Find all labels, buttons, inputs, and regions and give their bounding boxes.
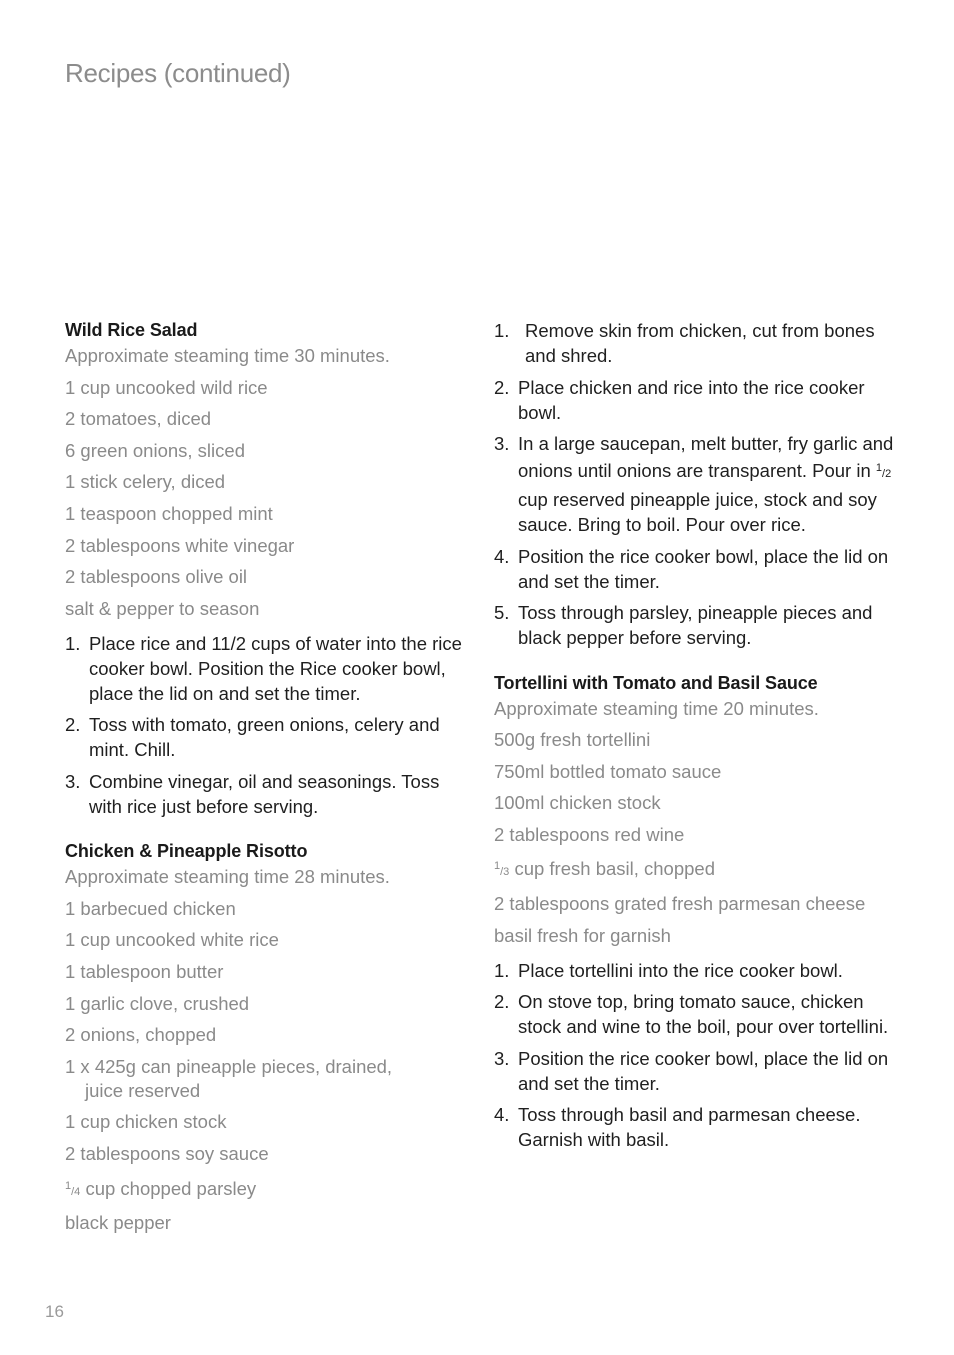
step-number: 2. xyxy=(494,376,510,398)
ingredient xyxy=(494,854,899,884)
step-text-continued: cup reserved pineapple juice, stock and soy sauce. Bring to boil. Pour over rice. xyxy=(518,489,877,535)
method-step xyxy=(494,375,899,425)
fraction-denominator: /4 xyxy=(71,1185,81,1198)
method-steps xyxy=(494,318,899,650)
ingredient: black pepper xyxy=(65,1212,171,1234)
method-step xyxy=(65,712,465,762)
ingredient: salt & pepper to season xyxy=(65,597,260,619)
step-text: Toss through basil and parmesan cheese. Garnish with basil. xyxy=(518,1104,861,1151)
page-number: 16 xyxy=(45,1302,64,1321)
ingredient-text: cup fresh basil, chopped xyxy=(514,858,715,880)
ingredient: 750ml bottled tomato sauce xyxy=(494,760,722,782)
method-step xyxy=(494,600,899,650)
method-step xyxy=(494,318,899,368)
method-steps xyxy=(65,631,465,819)
step-text: Position the rice cooker bowl, place the lid on and set the timer. xyxy=(518,1047,889,1094)
method-step xyxy=(494,958,899,983)
ingredient: 2 tablespoons olive oil xyxy=(65,566,248,588)
recipe-chicken-pineapple-risotto xyxy=(65,839,465,1235)
ingredient: 2 onions, chopped xyxy=(65,1024,217,1046)
ingredient: 1 stick celery, diced xyxy=(65,471,226,493)
recipe-title: Tortellini with Tomato and Basil Sauce xyxy=(494,672,818,693)
ingredient: 2 tablespoons soy sauce xyxy=(65,1143,269,1164)
step-text: Toss through parsley, pineapple pieces and black pepper before serving. xyxy=(518,602,873,648)
recipe-timing: Approximate steaming time 28 minutes. xyxy=(65,866,390,888)
step-number: 1. xyxy=(494,320,510,341)
left-column xyxy=(65,318,465,1243)
step-text: Place chicken and rice into the rice cooker bowl. xyxy=(518,376,865,423)
step-text: Place tortellini into the rice cooker bowl. xyxy=(518,959,843,981)
step-number: 4. xyxy=(494,1104,510,1126)
recipe-title: Chicken & Pineapple Risotto xyxy=(65,841,308,862)
recipe-tortellini xyxy=(494,671,899,1153)
ingredient: 1 cup uncooked wild rice xyxy=(65,376,268,398)
step-number: 4. xyxy=(494,545,510,567)
ingredient-line: 1 x 425g can pineapple pieces, drained, xyxy=(65,1055,393,1077)
fraction-numerator: 1 xyxy=(875,462,883,474)
method-step xyxy=(494,431,899,537)
ingredient: 1 tablespoon butter xyxy=(65,961,224,983)
ingredient: 1 barbecued chicken xyxy=(65,897,236,919)
ingredient: 1 teaspoon chopped mint xyxy=(65,502,273,524)
ingredient: 2 tablespoons red wine xyxy=(494,823,685,845)
ingredient xyxy=(65,1174,465,1204)
step-text: Position the rice cooker bowl, place the lid on and set the timer. xyxy=(518,545,889,592)
method-step xyxy=(494,1102,899,1152)
ingredient: 500g fresh tortellini xyxy=(494,729,651,751)
step-number: 3. xyxy=(494,1047,510,1069)
ingredient: 2 tablespoons white vinegar xyxy=(65,534,295,556)
step-text: Combine vinegar, oil and seasonings. Toss with rice just before serving. xyxy=(89,770,440,817)
ingredient-line-continued: juice reserved xyxy=(85,1079,201,1101)
step-text: In a large saucepan, melt butter, fry garlic and onions until onions are transparent. Pour in xyxy=(518,433,894,481)
method-step xyxy=(494,989,899,1039)
step-number: 3. xyxy=(494,433,510,454)
step-number: 5. xyxy=(494,602,510,623)
page-title: Recipes (continued) xyxy=(65,58,291,88)
ingredient: 100ml chicken stock xyxy=(494,792,661,814)
ingredient: 6 green onions, sliced xyxy=(65,439,245,461)
ingredient xyxy=(65,1055,465,1103)
step-number: 1. xyxy=(494,959,510,981)
recipe-timing: Approximate steaming time 20 minutes. xyxy=(494,697,819,719)
step-number: 1. xyxy=(65,632,81,654)
method-step xyxy=(494,544,899,594)
ingredient-text: cup chopped parsley xyxy=(85,1177,257,1199)
right-column xyxy=(494,318,899,1159)
fraction-denominator: /3 xyxy=(500,866,510,879)
fraction-numerator: 1 xyxy=(65,1179,72,1192)
ingredient: basil fresh for garnish xyxy=(494,924,671,946)
recipe-wild-rice-salad xyxy=(65,318,465,819)
recipe-timing: Approximate steaming time 30 minutes. xyxy=(65,345,390,366)
ingredient: 2 tablespoons grated fresh parmesan cheese xyxy=(494,893,866,915)
step-number: 3. xyxy=(65,770,81,792)
fraction-denominator: /2 xyxy=(882,468,892,480)
method-step xyxy=(65,769,465,819)
step-text: On stove top, bring tomato sauce, chicken stock and wine to the boil, pour over tortellini. xyxy=(518,991,889,1038)
step-text: Toss with tomato, green onions, celery and mint. Chill. xyxy=(89,714,440,761)
ingredient: 1 garlic clove, crushed xyxy=(65,992,250,1014)
step-number: 2. xyxy=(65,714,81,736)
ingredient: 2 tomatoes, diced xyxy=(65,408,212,430)
step-text: Remove skin from chicken, cut from bones and shred. xyxy=(525,320,875,366)
method-steps xyxy=(494,958,899,1153)
step-text: Place rice and 11/2 cups of water into the rice cooker bowl. Position the Rice cooker bowl, place the lid on and set the timer. xyxy=(89,632,462,704)
method-step xyxy=(494,1046,899,1096)
ingredient: 1 cup chicken stock xyxy=(65,1111,227,1133)
ingredient: 1 cup uncooked white rice xyxy=(65,929,279,951)
recipe-title: Wild Rice Salad xyxy=(65,320,198,340)
step-number: 2. xyxy=(494,991,510,1013)
fraction-numerator: 1 xyxy=(494,860,501,873)
method-step xyxy=(65,631,465,706)
